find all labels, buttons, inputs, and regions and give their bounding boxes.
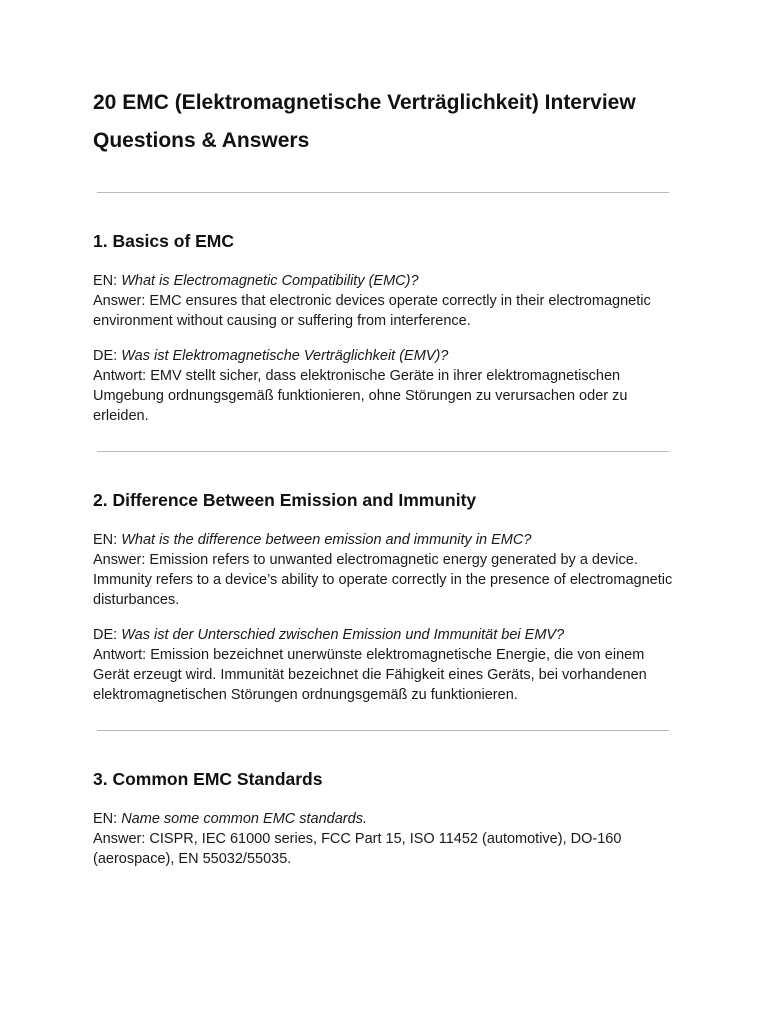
answer-prefix: Antwort: <box>93 647 147 663</box>
page-title: 20 EMC (Elektromagnetische Verträglichkeit) Interview Questions & Answers <box>93 91 636 152</box>
section-emission-immunity <box>93 487 674 705</box>
question-de: Was ist Elektromagnetische Verträglichkeit (EMV)? <box>121 348 449 364</box>
qa-de <box>93 625 674 705</box>
answer-prefix: Answer: <box>93 552 146 568</box>
answer-en: CISPR, IEC 61000 series, FCC Part 15, ISO 11452 (automotive), DO-160 (aerospace), EN 55032/55035. <box>93 831 622 867</box>
section-common-emc-standards <box>93 766 674 869</box>
qa-de <box>93 346 674 426</box>
section-heading: 1. Basics of EMC <box>93 231 235 251</box>
lang-prefix-de: DE: <box>93 627 118 643</box>
lang-prefix-en: EN: <box>93 811 118 827</box>
answer-de: Emission bezeichnet unerwünste elektromagnetische Energie, die von einem Gerät erzeugt wird. Immunität bezeichnet die Fähigkeit eines Geräts, bei vorhandenen elektromagnetischen Störungen ordnungsgemäß zu funktionieren. <box>93 647 647 703</box>
qa-en <box>93 271 674 331</box>
answer-prefix: Answer: <box>93 293 146 309</box>
question-de: Was ist der Unterschied zwischen Emission und Immunität bei EMV? <box>121 627 565 643</box>
section-basics-of-emc <box>93 228 674 426</box>
qa-en <box>93 530 674 610</box>
qa-en <box>93 809 674 869</box>
section-heading: 2. Difference Between Emission and Immunity <box>93 490 477 510</box>
question-en: What is the difference between emission and immunity in EMC? <box>121 532 532 548</box>
answer-en: Emission refers to unwanted electromagnetic energy generated by a device. Immunity refers to a device’s ability to operate correctly in the presence of electromagnetic disturbances. <box>93 552 673 608</box>
answer-en: EMC ensures that electronic devices operate correctly in their electromagnetic environment without causing or suffering from interference. <box>93 293 651 329</box>
lang-prefix-en: EN: <box>93 532 118 548</box>
question-en: Name some common EMC standards. <box>121 811 367 827</box>
answer-prefix: Answer: <box>93 831 146 847</box>
answer-prefix: Antwort: <box>93 368 147 384</box>
section-heading: 3. Common EMC Standards <box>93 769 323 789</box>
section-divider <box>97 451 669 452</box>
lang-prefix-de: DE: <box>93 348 118 364</box>
lang-prefix-en: EN: <box>93 273 118 289</box>
section-divider <box>97 192 669 193</box>
section-divider <box>97 730 669 731</box>
answer-de: EMV stellt sicher, dass elektronische Geräte in ihrer elektromagnetischen Umgebung ordnungsgemäß funktionieren, ohne Störungen zu verursachen oder zu erleiden. <box>93 368 628 424</box>
question-en: What is Electromagnetic Compatibility (EMC)? <box>121 273 419 289</box>
